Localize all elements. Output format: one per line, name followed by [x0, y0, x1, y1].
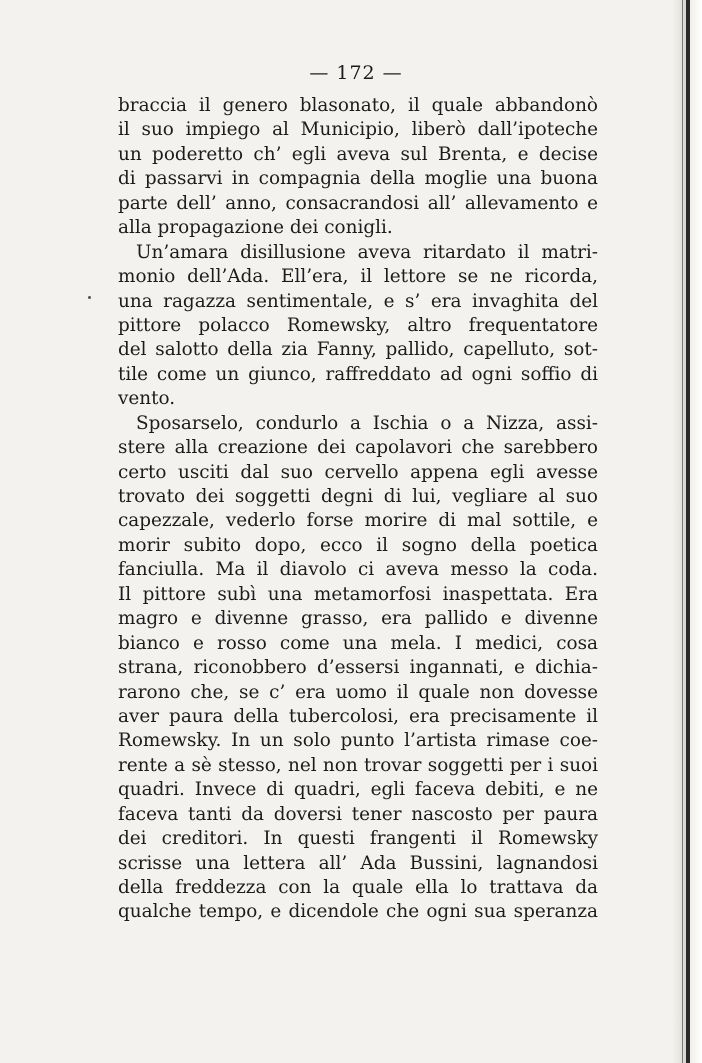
text-line: scrisse una lettera all’ Ada Bussini, lagnandosi [118, 852, 598, 874]
text-line: alla propagazione dei conigli. [118, 217, 393, 239]
text-line: Sposarselo, condurlo a Ischia o a Nizza, assi- [136, 412, 598, 434]
text-line: parte dell’ anno, consacrandosi all’ allevamento e [118, 192, 598, 214]
text-line: rente a sè stesso, nel non trovar soggetti per i suoi [118, 754, 598, 776]
text-line: stere alla creazione dei capolavori che sarebbero [118, 437, 598, 459]
text-line: certo usciti dal suo cervello appena egli avesse [118, 461, 598, 483]
text-line: vento. [118, 388, 176, 410]
text-line: trovato dei soggetti degni di lui, vegliare al suo [118, 486, 598, 507]
text-line: aver paura della tubercolosi, era precisamente il [118, 705, 598, 727]
text-line: tile come un giunco, raffreddato ad ogni soffio di [118, 363, 598, 385]
text-line: una ragazza sentimentale, e s’ era invaghita del [118, 290, 598, 312]
text-line: braccia il genero blasonato, il quale abbandonò [118, 95, 598, 116]
text-line: il suo impiego al Municipio, liberò dall’ipoteche [118, 119, 598, 141]
text-line: qualche tempo, e dicendole che ogni sua speranza [118, 901, 598, 923]
body-text [118, 94, 598, 925]
paper-speck [88, 296, 91, 299]
text-line: Un’amara disillusione aveva ritardato il matri- [136, 241, 598, 263]
text-line: strana, riconobbero d’essersi ingannati, e dichia- [118, 657, 598, 679]
text-line: capezzale, vederlo forse morire di mal sottile, e [118, 510, 598, 532]
text-line: faceva tanti da doversi tener nascosto per paura [118, 803, 598, 825]
text-line: quadri. Invece di quadri, egli faceva debiti, e ne [118, 779, 598, 801]
text-line: pittore polacco Romewsky, altro frequentatore [118, 314, 598, 336]
text-line: magro e divenne grasso, era pallido e divenne [118, 608, 598, 630]
text-line: di passarvi in compagnia della moglie una buona [118, 168, 598, 190]
binding-line [686, 0, 690, 1063]
page-number: — 172 — [309, 62, 403, 84]
text-line: del salotto della zia Fanny, pallido, capelluto, sot- [118, 339, 598, 361]
text-line: bianco e rosso come una mela. I medici, cosa [118, 632, 598, 654]
text-line: della freddezza con la quale ella lo trattava da [118, 877, 598, 898]
binding-shadow-line [682, 0, 683, 1063]
text-line: monio dell’Ada. Ell’era, il lettore se ne ricorda, [118, 266, 598, 288]
text-line: un poderetto ch’ egli aveva sul Brenta, e decise [118, 143, 598, 165]
text-line: Il pittore subì una metamorfosi inaspettata. Era [118, 583, 598, 605]
text-line: fanciulla. Ma il diavolo ci aveva messo la coda. [118, 559, 598, 581]
text-line: Romewsky. In un solo punto l’artista rimase coe- [118, 730, 598, 752]
text-line: morir subito dopo, ecco il sogno della poetica [118, 534, 598, 556]
text-line: dei creditori. In questi frangenti il Romewsky [118, 828, 598, 850]
text-line: rarono che, se c’ era uomo il quale non dovesse [118, 681, 598, 703]
